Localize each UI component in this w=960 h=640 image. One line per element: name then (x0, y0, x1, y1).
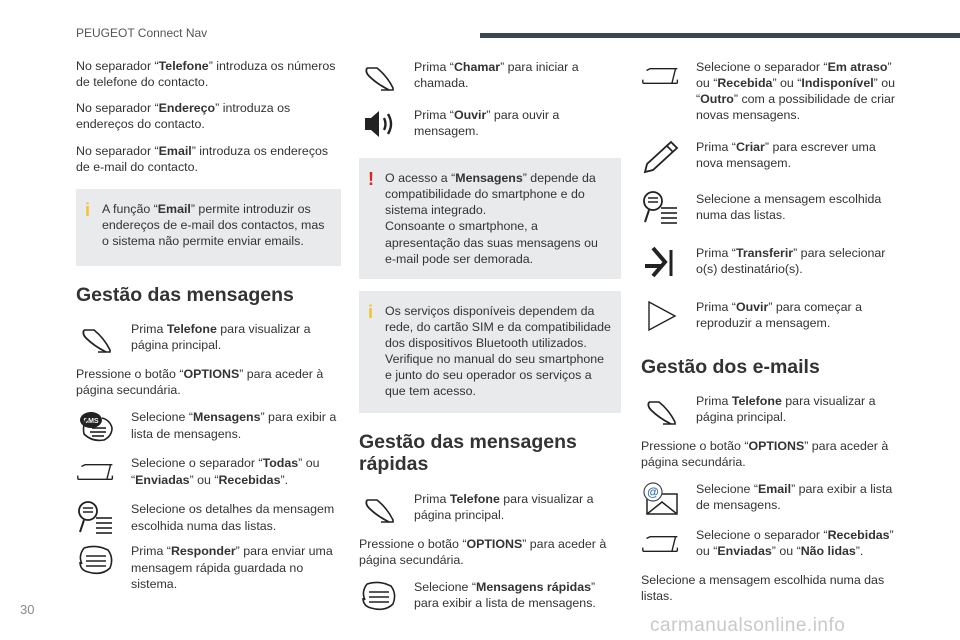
step-phone-rapidas: Prima Telefone para visualizar a página principal. (359, 490, 621, 526)
step-tabs: Selecione o separador “Todas” ou “Enviadas” ou “Recebidas”. (76, 454, 341, 490)
heading-mensagens-rapidas: Gestão das mensagens rápidas (359, 430, 577, 476)
play-triangle-icon (641, 298, 681, 334)
heading-gestao-emails: Gestão dos e-mails (641, 355, 820, 378)
message-details-icon (641, 190, 681, 226)
forward-arrow-icon (641, 244, 681, 280)
column-middle (359, 58, 621, 624)
step-tabs-rapidas: Selecione o separador “Em atraso” ou “Recebida” ou “Indisponível” ou “Outro” com a possibilidade de criar novas mensagens. (641, 58, 903, 124)
step-phone: Prima Telefone para visualizar a página principal. (76, 320, 341, 356)
column-left (76, 58, 341, 602)
email-at-icon (641, 480, 681, 516)
tab-folder-icon (641, 526, 681, 562)
step-select-message: Selecione a mensagem escolhida numa das listas. (641, 190, 903, 226)
step-call: Prima “Chamar” para iniciar a chamada. (359, 58, 621, 94)
paragraph-select-email: Selecione a mensagem escolhida numa das listas. (641, 573, 885, 604)
step-sms: Selecione “Mensagens” para exibir a lista de mensagens. (76, 408, 341, 444)
page-number: 30 (20, 602, 35, 617)
header-bar (480, 33, 960, 38)
quick-reply-icon (359, 578, 399, 614)
speaker-sound-icon (359, 106, 399, 142)
message-details-icon (76, 500, 116, 536)
step-tabs-email: Selecione o separador “Recebidas” ou “Enviadas” ou “Não lidas”. (641, 526, 903, 562)
info-box-email: i A função “Email” permite introduzir os endereços de e-mail dos contactos, mas o sistema não permite enviar emails. (76, 189, 341, 266)
phone-handset-icon (641, 392, 681, 428)
info-icon: i (368, 301, 374, 322)
step-reply: Prima “Responder” para enviar uma mensagem rápida guardada no sistema. (76, 542, 341, 591)
paragraph-telefone: No separador “Telefone” introduza os números de telefone do contacto. (76, 59, 336, 90)
step-details: Selecione os detalhes da mensagem escolhida numa das listas. (76, 500, 341, 536)
paragraph-options: Pressione o botão “OPTIONS” para aceder à página secundária. (641, 438, 889, 470)
paragraph-options: Pressione o botão “OPTIONS” para aceder à página secundária. (359, 536, 607, 567)
phone-handset-icon (359, 58, 399, 94)
sms-bubble-icon (76, 408, 116, 444)
step-play: Prima “Ouvir” para começar a reproduzir a mensagem. (641, 298, 903, 334)
quick-reply-icon (76, 542, 116, 578)
phone-handset-icon (359, 490, 399, 526)
tab-folder-icon (641, 58, 681, 94)
heading-gestao-mensagens: Gestão das mensagens (76, 283, 294, 306)
pencil-icon (641, 138, 681, 174)
phone-handset-icon (76, 320, 116, 356)
info-box-servicos: i Os serviços disponíveis dependem da rede, do cartão SIM e da compatibilidade dos dispositivos Bluetooth utilizados. Verifique no manual do seu smartphone e junto do seu operador os serviços a que tem acesso. (359, 291, 621, 413)
step-transfer: Prima “Transferir” para selecionar o(s) destinatário(s). (641, 244, 903, 280)
paragraph-options: Pressione o botão “OPTIONS” para aceder à página secundária. (76, 367, 324, 398)
header-title: PEUGEOT Connect Nav (76, 26, 208, 40)
paragraph-email: No separador “Email” introduza os endereços de e-mail do contacto. (76, 143, 329, 174)
step-listen: Prima “Ouvir” para ouvir a mensagem. (359, 106, 621, 142)
warning-box-mensagens: ! O acesso a “Mensagens” depende da compatibilidade do smartphone e do sistema integrado. Consoante o smartphone, a apresentação das suas mensagens ou e-mail pode ser demorada. (359, 158, 621, 279)
watermark: carmanualsonline.info (650, 615, 846, 636)
step-create: Prima “Criar” para escrever uma nova mensagem. (641, 138, 903, 174)
step-quick-messages: Selecione “Mensagens rápidas” para exibir a lista de mensagens. (359, 578, 621, 614)
step-phone-emails: Prima Telefone para visualizar a página principal. (641, 392, 903, 428)
column-right (641, 58, 903, 614)
step-email: Selecione “Email” para exibir a lista de mensagens. (641, 480, 903, 516)
warning-icon: ! (368, 169, 374, 189)
tab-folder-icon (76, 454, 116, 490)
info-icon: i (85, 199, 91, 220)
paragraph-endereco: No separador “Endereço” introduza os endereços do contacto. (76, 101, 291, 132)
